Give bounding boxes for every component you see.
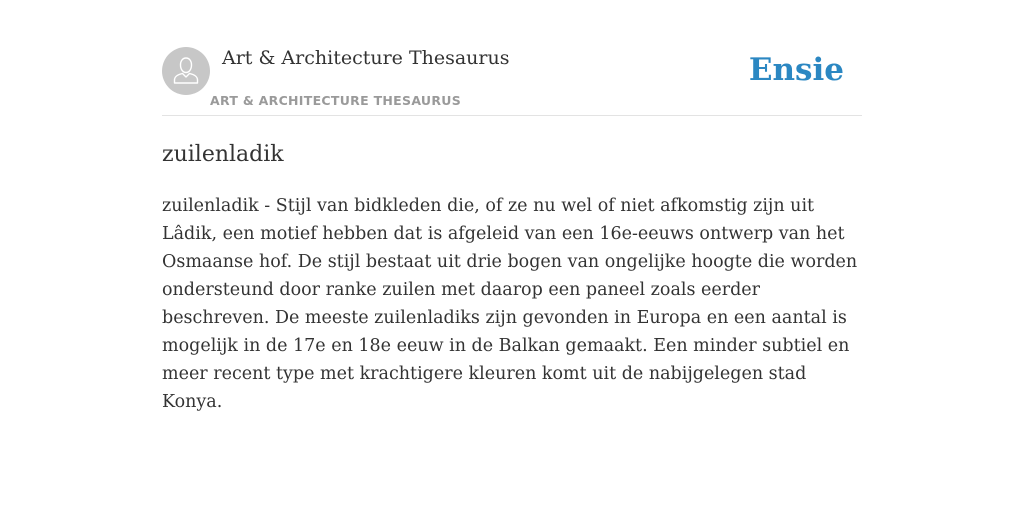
entry-term: zuilenladik: [162, 142, 284, 167]
source-header: [162, 46, 862, 116]
ensie-logo[interactable]: Ensie: [748, 52, 844, 88]
user-silhouette-icon[interactable]: [162, 47, 210, 95]
source-title[interactable]: Art & Architecture Thesaurus: [222, 47, 510, 69]
source-subtitle: ART & ARCHITECTURE THESAURUS: [210, 93, 462, 108]
entry-definition: zuilenladik - Stijl van bidkleden die, of ze nu wel of niet afkomstig zijn uit Lâdik, een motief hebben dat is afgeleid van een 16e-eeuws ontwerp van het Osmaanse hof. De stijl bestaat uit drie bogen van ongelijke hoogte die worden ondersteund door ranke zuilen met daarop een paneel zoals eerder beschreven. De meeste zuilenladiks zijn gevonden in Europa en een aantal is mogelijk in de 17e en 18e eeuw in de Balkan gemaakt. Een minder subtiel en meer recent type met krachtigere kleuren komt uit de nabijgelegen stad Konya.: [162, 196, 858, 412]
